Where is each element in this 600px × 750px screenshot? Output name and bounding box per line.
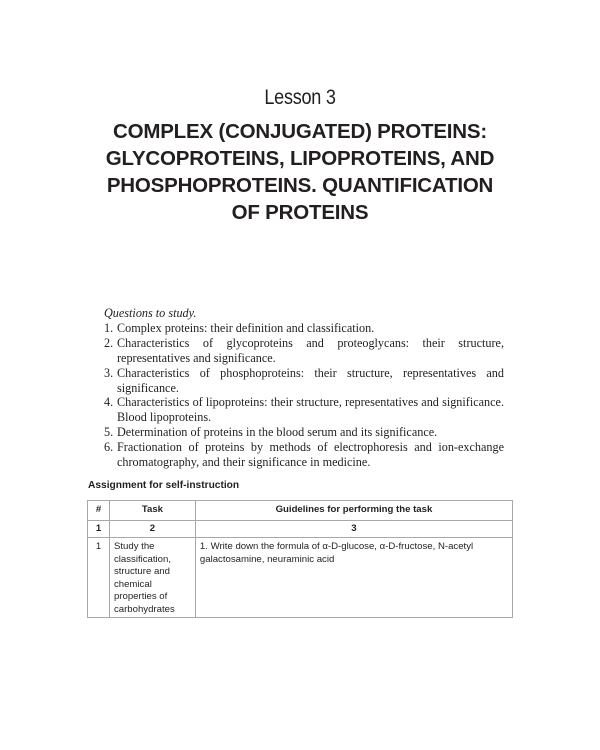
row-number: 1 — [88, 538, 110, 618]
row-task: Study the classification, structure and chemical properties of carbohydrates — [109, 538, 195, 618]
question-number: 4. — [104, 395, 114, 410]
question-text: Characteristics of lipoproteins: their structure, representatives and significance. Blood lipoproteins. — [117, 395, 504, 425]
question-number: 3. — [104, 365, 114, 380]
question-number: 6. — [104, 440, 114, 455]
title-line-4: OF PROTEINS — [231, 201, 369, 224]
questions-heading: Questions to study. — [104, 306, 197, 320]
question-number: 2. — [104, 335, 114, 350]
title-line-3: PHOSPHOPROTEINS. QUANTIFICATION — [106, 174, 494, 197]
title-line-2: GLYCOPROTEINS, LIPOPROTEINS, AND — [105, 147, 495, 170]
question-item — [104, 395, 504, 425]
question-text: Fractionation of proteins by methods of electrophoresis and ion-exchange chromatography, and their significance in medicine. — [117, 440, 504, 470]
assignment-heading: Assignment for self-instruction — [88, 480, 240, 491]
questions-section — [104, 306, 504, 470]
question-text: Characteristics of phosphoproteins: their structure, representatives and significance. — [117, 365, 504, 395]
lesson-label: Lesson 3 — [264, 86, 336, 109]
question-number: 1. — [104, 320, 114, 335]
column-number: 3 — [195, 521, 512, 538]
table-header-row — [88, 501, 513, 521]
questions-list — [104, 321, 504, 470]
lesson-title — [60, 118, 540, 226]
row-guidelines: 1. Write down the formula of α-D-glucose, α-D-fructose, N-acetyl galactosamine, neuraminic acid — [195, 538, 512, 618]
assignment-table — [87, 500, 513, 618]
title-line-1: COMPLEX (CONJUGATED) PROTEINS: — [112, 120, 488, 143]
question-text: Characteristics of glycoproteins and proteoglycans: their structure, representatives and significance. — [117, 335, 504, 365]
question-item — [104, 321, 504, 336]
header-number: # — [88, 501, 110, 521]
header-guidelines: Guidelines for performing the task — [195, 501, 512, 521]
column-number-row — [88, 521, 513, 538]
question-text: Determination of proteins in the blood serum and its significance. — [117, 425, 438, 440]
table-row — [88, 538, 513, 618]
question-number: 5. — [104, 425, 114, 440]
header-task: Task — [109, 501, 195, 521]
question-item — [104, 440, 504, 470]
question-item — [104, 336, 504, 366]
question-text: Complex proteins: their definition and classification. — [117, 320, 375, 335]
question-item — [104, 425, 504, 440]
column-number: 1 — [88, 521, 110, 538]
column-number: 2 — [109, 521, 195, 538]
question-item — [104, 366, 504, 396]
